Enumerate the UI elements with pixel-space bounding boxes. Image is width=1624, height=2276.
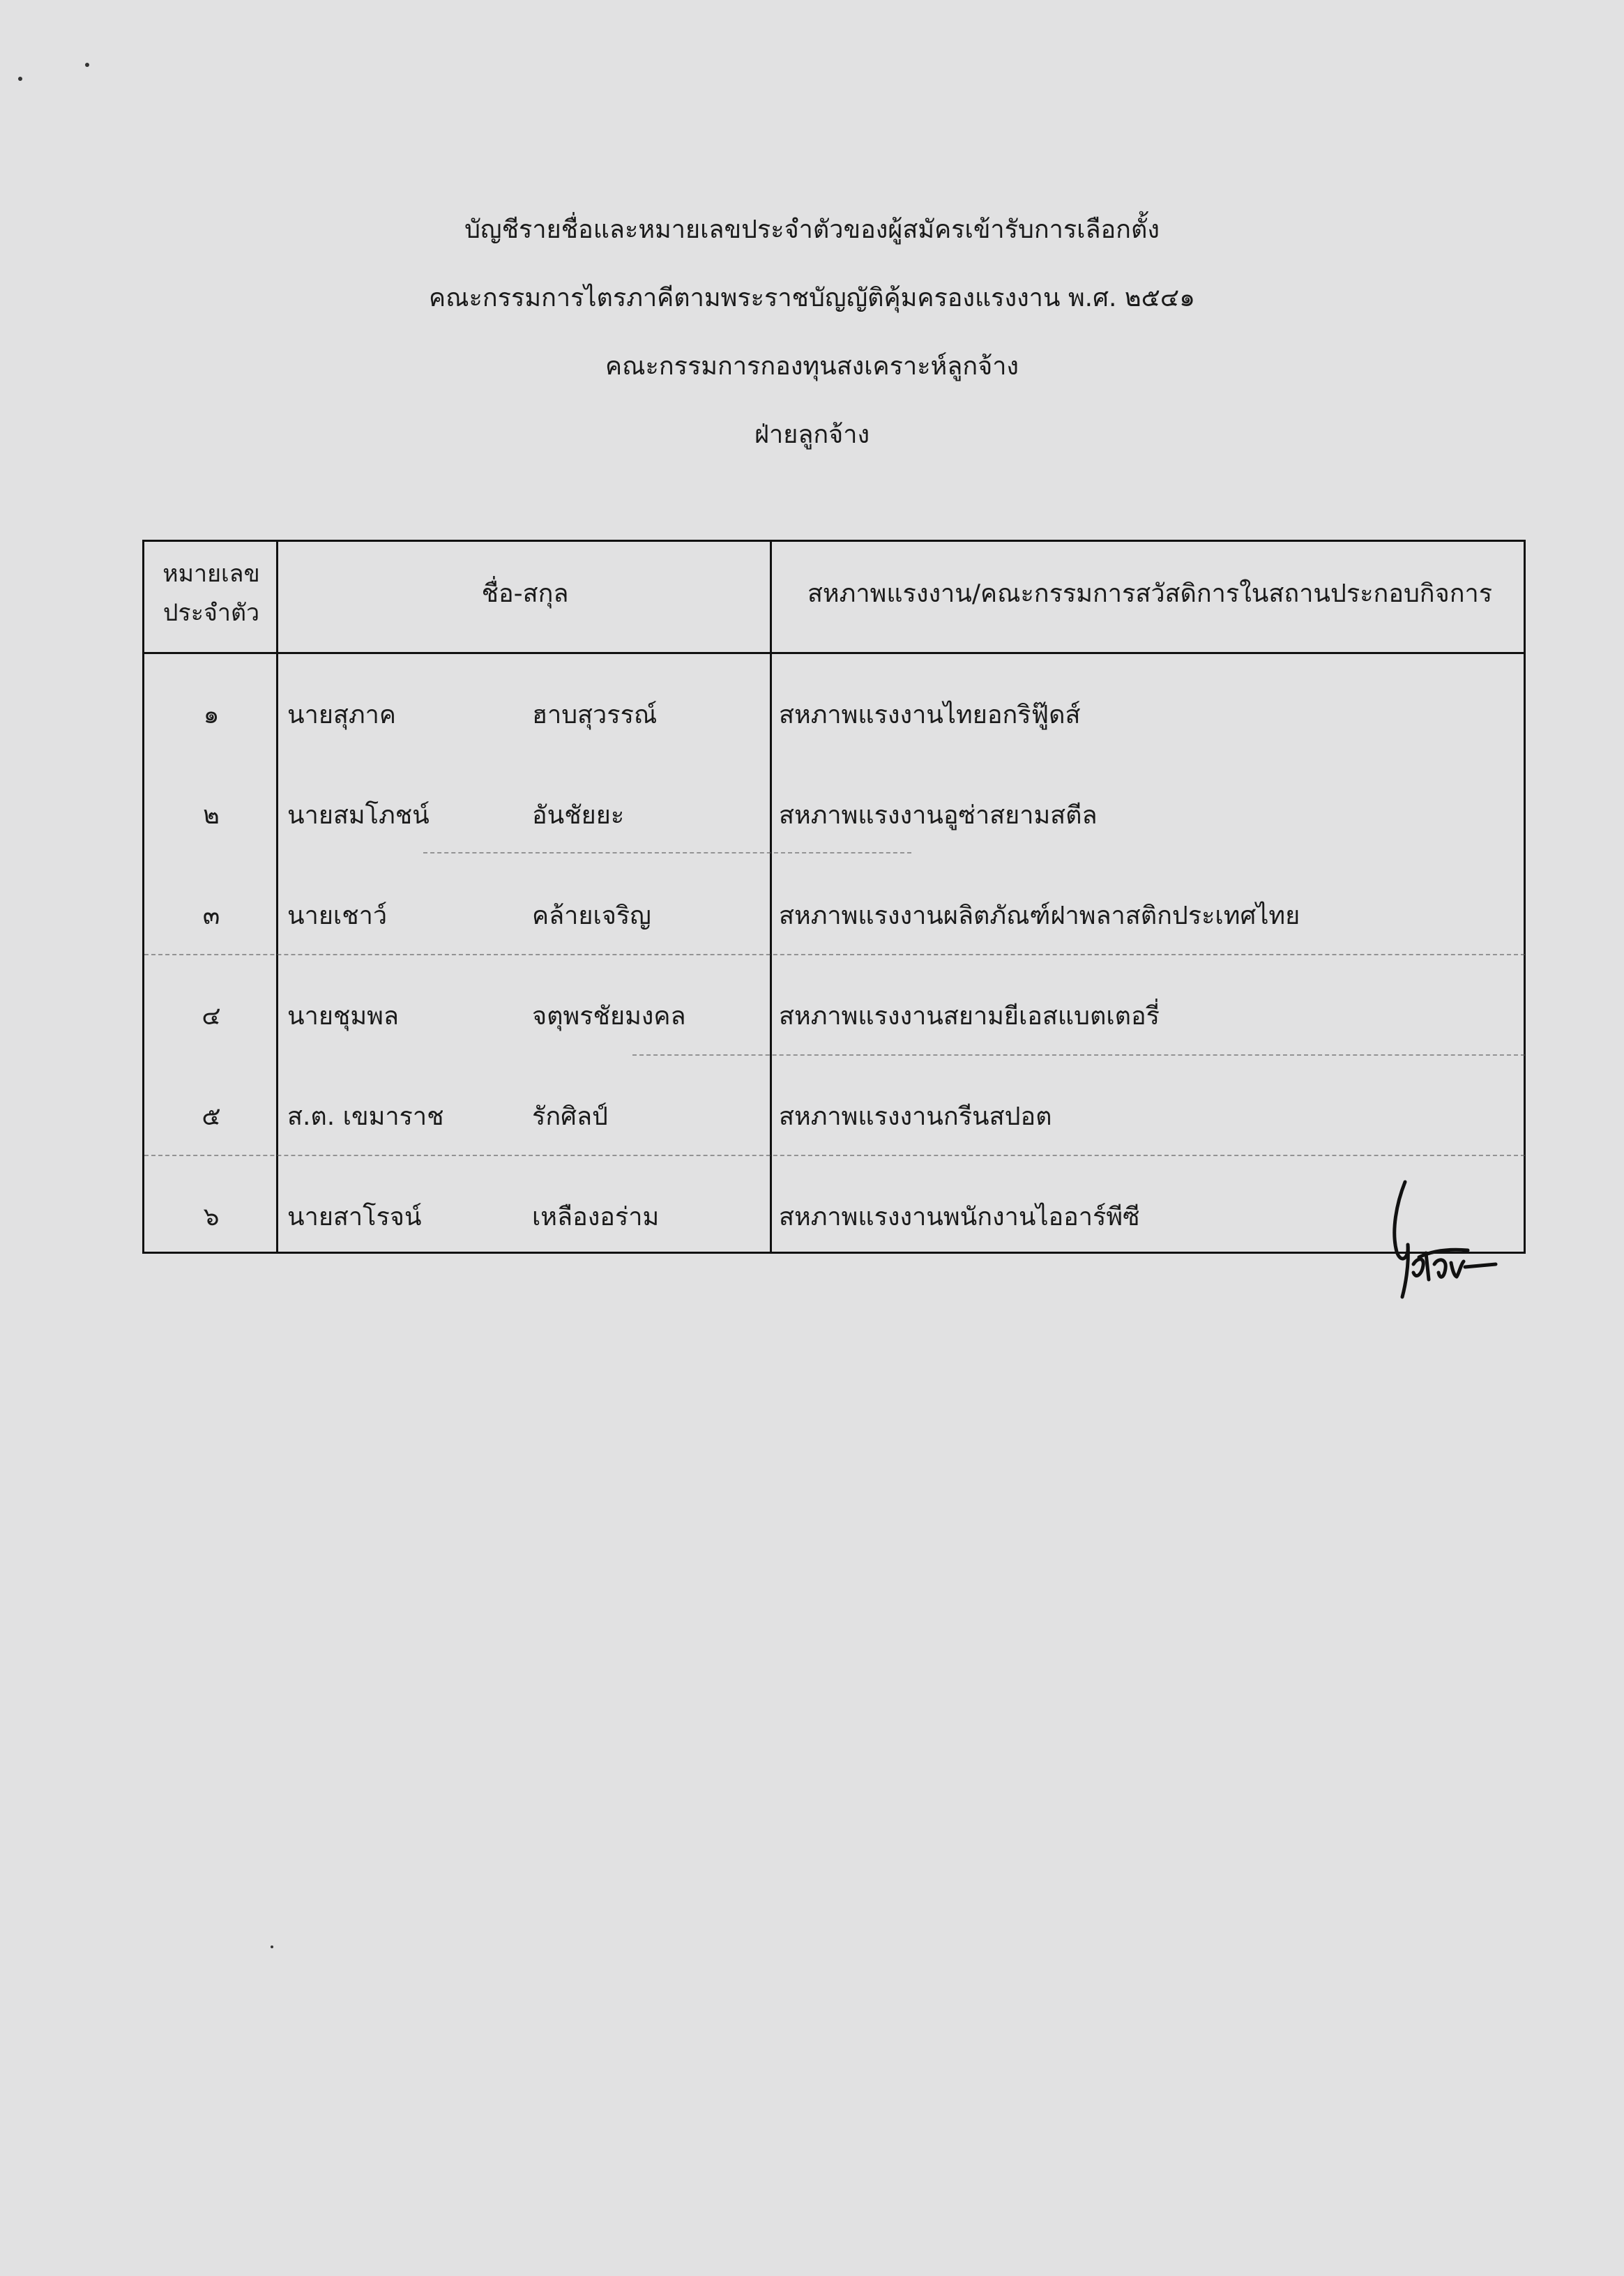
header-organization: สหภาพแรงงาน/คณะกรรมการสวัสดิการในสถานประกอบกิจการ <box>807 579 1493 608</box>
row-last-name: ฮาบสุวรรณ์ <box>532 701 658 729</box>
row-first-name: นายสมโภชน์ <box>287 801 430 830</box>
row-number: ๔ <box>202 1002 221 1031</box>
header-divider <box>144 652 1524 654</box>
column-divider <box>770 542 772 1252</box>
row-separator <box>632 1054 1525 1056</box>
row-first-name: นายสุภาค <box>287 701 396 729</box>
document-title: บัญชีรายชื่อและหมายเลขประจำตัวของผู้สมัครเข้ารับการเลือกตั้ง <box>464 215 1160 244</box>
header-number <box>144 554 278 632</box>
header-number-line-2: ประจำตัว <box>162 599 260 627</box>
row-number: ๕ <box>202 1102 221 1131</box>
column-divider <box>276 542 278 1252</box>
row-number: ๓ <box>202 902 220 930</box>
row-organization: สหภาพแรงงานสยามยีเอสแบตเตอรี่ <box>779 1002 1160 1031</box>
row-first-name: ส.ต. เขมาราช <box>287 1102 444 1131</box>
side-label: ฝ่ายลูกจ้าง <box>754 420 870 449</box>
candidate-table <box>142 540 1526 1254</box>
row-organization: สหภาพแรงงานผลิตภัณฑ์ฝาพลาสติกประเทศไทย <box>779 902 1300 930</box>
row-last-name: รักศิลป์ <box>532 1102 608 1131</box>
row-last-name: เหลืองอร่าม <box>532 1203 660 1231</box>
row-first-name: นายเชาว์ <box>287 902 388 930</box>
row-separator <box>144 954 1525 955</box>
row-number: ๒ <box>203 801 220 830</box>
row-first-name: นายสาโรจน์ <box>287 1203 422 1231</box>
row-number: ๖ <box>203 1203 220 1231</box>
signature-icon <box>1384 1175 1503 1303</box>
row-number: ๑ <box>203 701 220 729</box>
row-organization: สหภาพแรงงานพนักงานไออาร์พีซี <box>779 1203 1140 1231</box>
row-last-name: คล้ายเจริญ <box>532 902 651 930</box>
row-organization: สหภาพแรงงานกรีนสปอต <box>779 1102 1052 1131</box>
header-name: ชื่อ-สกุล <box>481 579 569 608</box>
committee-name: คณะกรรมการกองทุนสงเคราะห์ลูกจ้าง <box>605 352 1019 381</box>
header-number-line-1: หมายเลข <box>162 560 260 588</box>
row-separator <box>423 852 911 854</box>
row-organization: สหภาพแรงงานอูซ่าสยามสตีล <box>779 801 1098 830</box>
row-organization: สหภาพแรงงานไทยอกริฟู๊ดส์ <box>779 701 1081 729</box>
scan-speck <box>18 77 22 81</box>
row-last-name: จตุพรชัยมงคล <box>532 1002 686 1031</box>
row-first-name: นายชุมพล <box>287 1002 399 1031</box>
row-last-name: อันชัยยะ <box>532 801 625 830</box>
scan-speck <box>85 63 89 67</box>
document-subtitle: คณะกรรมการไตรภาคีตามพระราชบัญญัติคุ้มครองแรงงาน พ.ศ. ๒๕๔๑ <box>429 284 1195 312</box>
scan-speck <box>271 1945 273 1948</box>
row-separator <box>144 1155 1525 1156</box>
